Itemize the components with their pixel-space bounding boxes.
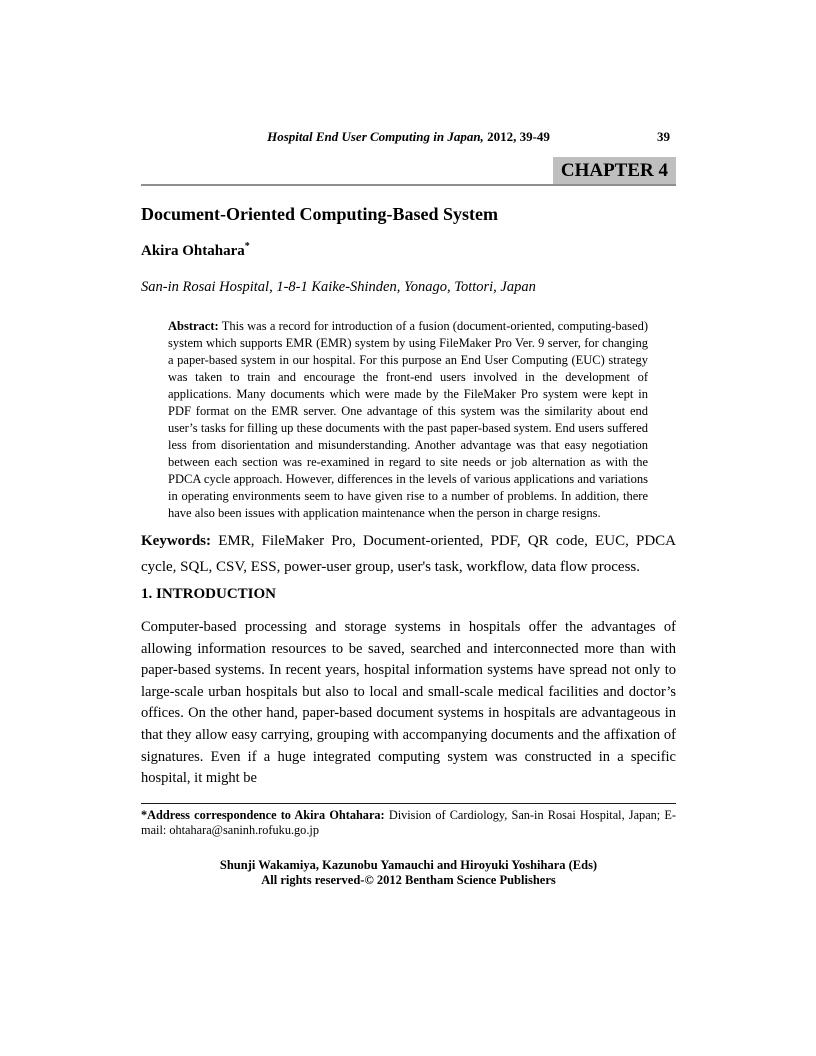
author-line (141, 237, 676, 261)
keywords-label: Keywords: (141, 533, 211, 549)
keywords-text: EMR, FileMaker Pro, Document-oriented, PDF, QR code, EUC, PDCA cycle, SQL, CSV, ESS, power-user group, user's task, workflow, data flow process. (141, 533, 677, 575)
book-footer (141, 858, 676, 888)
article-title: Document-Oriented Computing-Based System (141, 204, 498, 224)
journal-citation (267, 129, 550, 144)
journal-title: Hospital End User Computing in Japan, (267, 129, 484, 144)
author-name: Akira Ohtahara (141, 243, 245, 259)
correspondence-label: *Address correspondence to Akira Ohtahara: (141, 807, 385, 822)
abstract-block (168, 318, 648, 522)
abstract-label: Abstract: (168, 319, 219, 333)
chapter-badge: CHAPTER 4 (553, 157, 676, 184)
citation-year-pages: 2012, 39-49 (487, 129, 550, 144)
author-correspondence-mark: * (244, 241, 250, 252)
section-heading-introduction: 1. INTRODUCTION (141, 586, 277, 602)
editors-line: Shunji Wakamiya, Kazunobu Yamauchi and Hiroyuki Yoshihara (Eds) (219, 857, 598, 872)
running-header (141, 0, 676, 145)
chapter-rule (141, 157, 676, 186)
correspondence-footnote (141, 803, 676, 839)
affiliation: San-in Rosai Hospital, 1-8-1 Kaike-Shinden, Yonago, Tottori, Japan (141, 279, 536, 295)
keywords-block (141, 528, 676, 580)
page-number: 39 (657, 129, 670, 144)
introduction-paragraph: Computer-based processing and storage systems in hospitals offer the advantages of allowing information resources to be saved, searched and interconnected more than with paper-based systems. In recent years, hospital information systems have spread not only to large-scale urban hospitals but also to local and small-scale medical facilities and doctor’s offices. On the other hand, paper-based document systems in hospitals are advantageous in that they allow easy carrying, grouping with accompanying documents and the affixation of signatures. Even if a huge integrated computing system was constructed in a specific hospital, it might be (141, 619, 676, 787)
copyright-line: All rights reserved-© 2012 Bentham Science Publishers (261, 872, 556, 887)
abstract-text: This was a record for introduction of a fusion (document-oriented, computing-based) system which supports EMR (EMR) system by using FileMaker Pro Ver. 9 server, for changing a paper-based system in our hospital. For this purpose an End User Computing (EUC) strategy was taken to train and encourage the front-end users involved in the development of applications. Many documents which were made by the FileMaker Pro system were kept in PDF format on the EMR server. One advantage of this system was the similarity about end user’s tasks for filling up these documents with the past paper-based system. End users suffered less from disorientation and misunderstanding. Another advantage was that easy negotiation between each section was re-examined in regard to site needs or job alternation as with the PDCA cycle approach. However, differences in the levels of various applications and variations in operating environments seem to have given rise to a number of problems. In addition, there have also been issues with application maintenance when the person in charge resigns. (168, 319, 648, 520)
correspondence-text: Division of Cardiology, San-in Rosai Hospital, Japan; E-mail: ohtahara@saninh.rofuku.go.jp (141, 807, 676, 838)
page-content (141, 0, 676, 1056)
